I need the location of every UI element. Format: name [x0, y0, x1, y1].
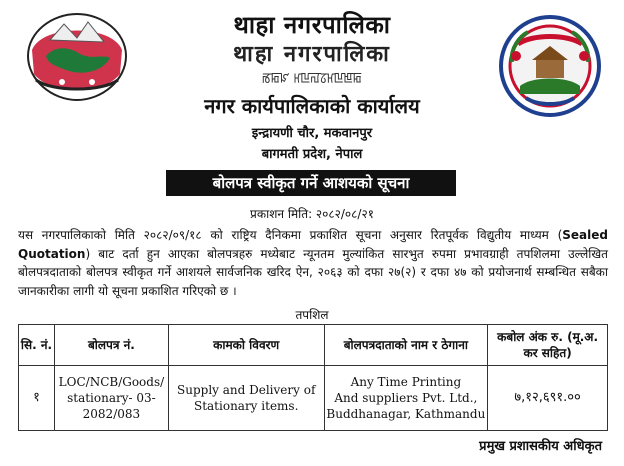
cell-description: Supply and Delivery of Stationary items. [168, 366, 324, 431]
header-bid-no: बोलपत्र नं. [54, 325, 168, 366]
bid-details-table [18, 324, 608, 431]
header-serial-no: सि. नं. [19, 325, 55, 366]
signature-title: प्रमुख प्रशासकीय अधिकृत [479, 439, 602, 454]
municipality-name-newari: थाहा नगरपालिका [233, 42, 391, 67]
office-name: नगर कार्यपालिकाको कार्यालय [204, 94, 420, 118]
publication-date: प्रकाशन मिति: २०८२/०८/२१ [250, 207, 374, 221]
bidder-line-2: And suppliers Pvt. Ltd., [334, 391, 478, 405]
notice-title: बोलपत्र स्वीकृत गर्ने आशयको सूचना [166, 170, 456, 196]
bidder-line-3: Buddhanagar, Kathmandu [326, 407, 486, 421]
cell-serial-no: १ [19, 366, 55, 431]
sealed-quotation-text: Sealed Quotation [18, 228, 608, 261]
notice-body [18, 226, 608, 300]
details-label: तपशिल [295, 308, 329, 322]
bidder-line-1: Any Time Printing [350, 375, 462, 389]
municipality-name-script: ꡏꡂꡜ ꡘꡖꡌꡞꡘꡖꡁꡂ [261, 71, 363, 86]
address-line-1: इन्द्रायणी चौर, मकवानपुर [251, 126, 373, 141]
table-header-row [19, 325, 608, 366]
header-description: कामको विवरण [168, 325, 324, 366]
table-row [19, 366, 608, 431]
municipality-name: थाहा नगरपालिका [233, 11, 391, 39]
notice-body-part1: यस नगरपालिकाको मिति २०८२/०९/१८ को राष्ट्रिय दैनिकमा प्रकाशित सूचना अनुसार रितपूर्वक विद्युतीय माध्यम ( [18, 228, 563, 242]
address-line-2: बागमती प्रदेश, नेपाल [261, 147, 363, 162]
notice-body-part2: ) बाट दर्ता हुन आएका बोलपत्रहरु मध्येबाट न्यूनतम मुल्यांकित सारभुत रुपमा प्रभावग्राही तपशिलमा उल्लेखित बोलपत्रदाताको बोलपत्र स्वीकृत गर्ने आशयले सार्वजनिक खरिद ऐन, २०६३ को दफा २७(२) र दफा ४७ को प्रयोजनार्थ सम्बन्धित सबैका जानकारीका लागी यो सूचना प्रकाशित गरिएको छ । [18, 246, 608, 298]
header-bidder: बोलपत्रदाताको नाम र ठेगाना [324, 325, 488, 366]
cell-bid-no: LOC/NCB/Goods/ stationary- 03-2082/083 [54, 366, 168, 431]
cell-amount: ७,१२,६९१.०० [488, 366, 608, 431]
cell-bidder [324, 366, 488, 431]
header-amount: कबोल अंक रु. (मू.अ. कर सहित) [488, 325, 608, 366]
